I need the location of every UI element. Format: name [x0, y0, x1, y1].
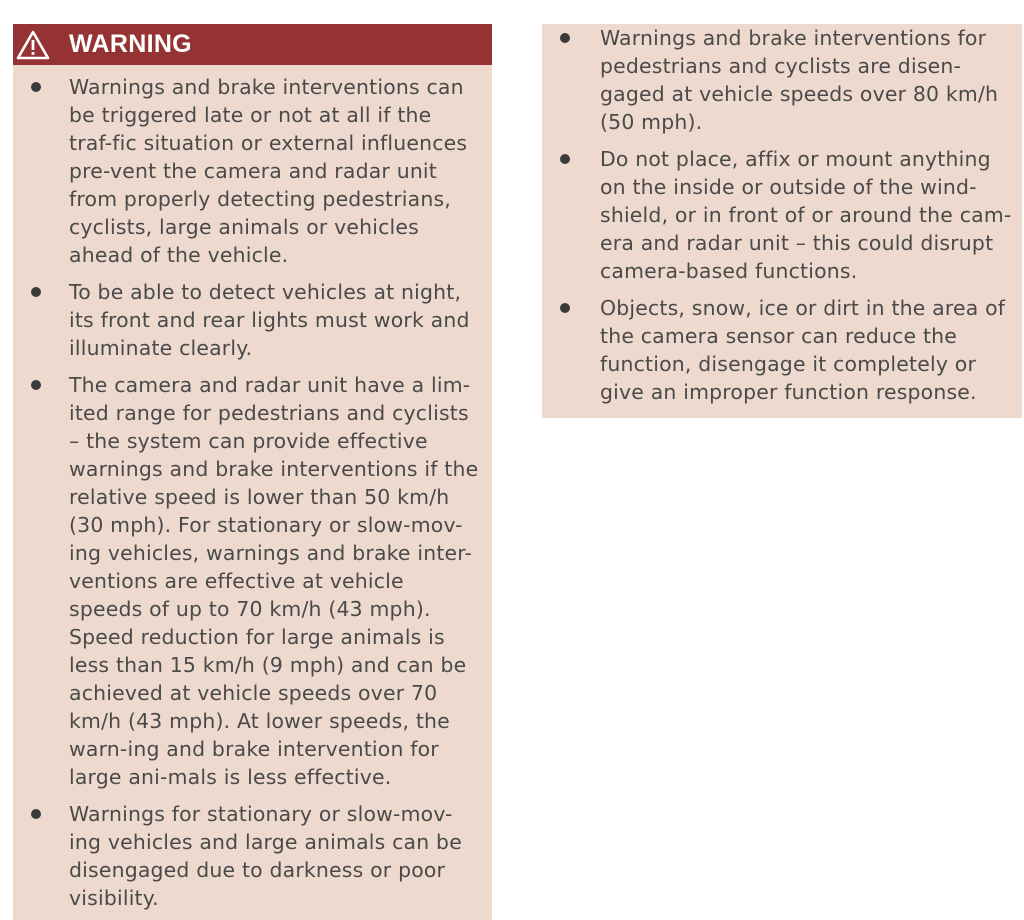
warning-triangle-icon: [13, 24, 53, 65]
list-item-text: Warnings and brake interventions for pedestrians and cyclists are disen-gaged at vehicle speeds over 80 km/h (50 mph).: [600, 26, 999, 134]
warning-header: [13, 24, 492, 65]
list-item-text: Objects, snow, ice or dirt in the area of the camera sensor can reduce the function, disengage it completely or give an improper function response.: [600, 296, 1006, 404]
warning-panel-right: [542, 24, 1022, 418]
list-item-text: To be able to detect vehicles at night, its front and rear lights must work and illuminate clearly.: [69, 280, 470, 360]
warning-title: WARNING: [69, 30, 192, 58]
bullet-icon: [31, 82, 41, 92]
list-item: [542, 24, 1022, 136]
list-item-text: Warnings for stationary or slow-mov-ing vehicles and large animals can be disengaged due to darkness or poor visibility.: [69, 802, 462, 910]
list-item: [13, 278, 492, 362]
list-item: [542, 145, 1022, 285]
bullet-icon: [31, 380, 41, 390]
list-item-text: The camera and radar unit have a lim-ited range for pedestrians and cyclists – the system can provide effective warnings and brake interventions if the relative speed is lower than 50 km/h (30 mph). For stationary or slow-mov-ing vehicles, warnings and brake inter-ventions are effective at vehicle speeds of up to 70 km/h (43 mph). Speed reduction for large animals is less than 15 km/h (9 mph) and can be achieved at vehicle speeds over 70 km/h (43 mph). At lower speeds, the warn-ing and brake intervention for large ani-mals is less effective.: [69, 373, 479, 789]
warning-list-left: [13, 65, 492, 912]
warning-panel-left: [13, 24, 492, 920]
list-item: [542, 294, 1022, 406]
list-item: [13, 73, 492, 269]
bullet-icon: [560, 303, 570, 313]
list-item: [13, 800, 492, 912]
bullet-icon: [560, 154, 570, 164]
bullet-icon: [560, 33, 570, 43]
list-item: [13, 371, 492, 791]
bullet-icon: [31, 809, 41, 819]
warning-list-right: [542, 24, 1022, 406]
list-item-text: Do not place, affix or mount anything on the inside or outside of the wind-shield, or in front of or around the cam-era and radar unit – this could disrupt camera-based functions.: [600, 147, 1012, 283]
list-item-text: Warnings and brake interventions can be triggered late or not at all if the traf-fic situation or external influences pre-vent the camera and radar unit from properly detecting pedestrians, cyclists, large animals or vehicles ahead of the vehicle.: [69, 75, 468, 267]
bullet-icon: [31, 287, 41, 297]
